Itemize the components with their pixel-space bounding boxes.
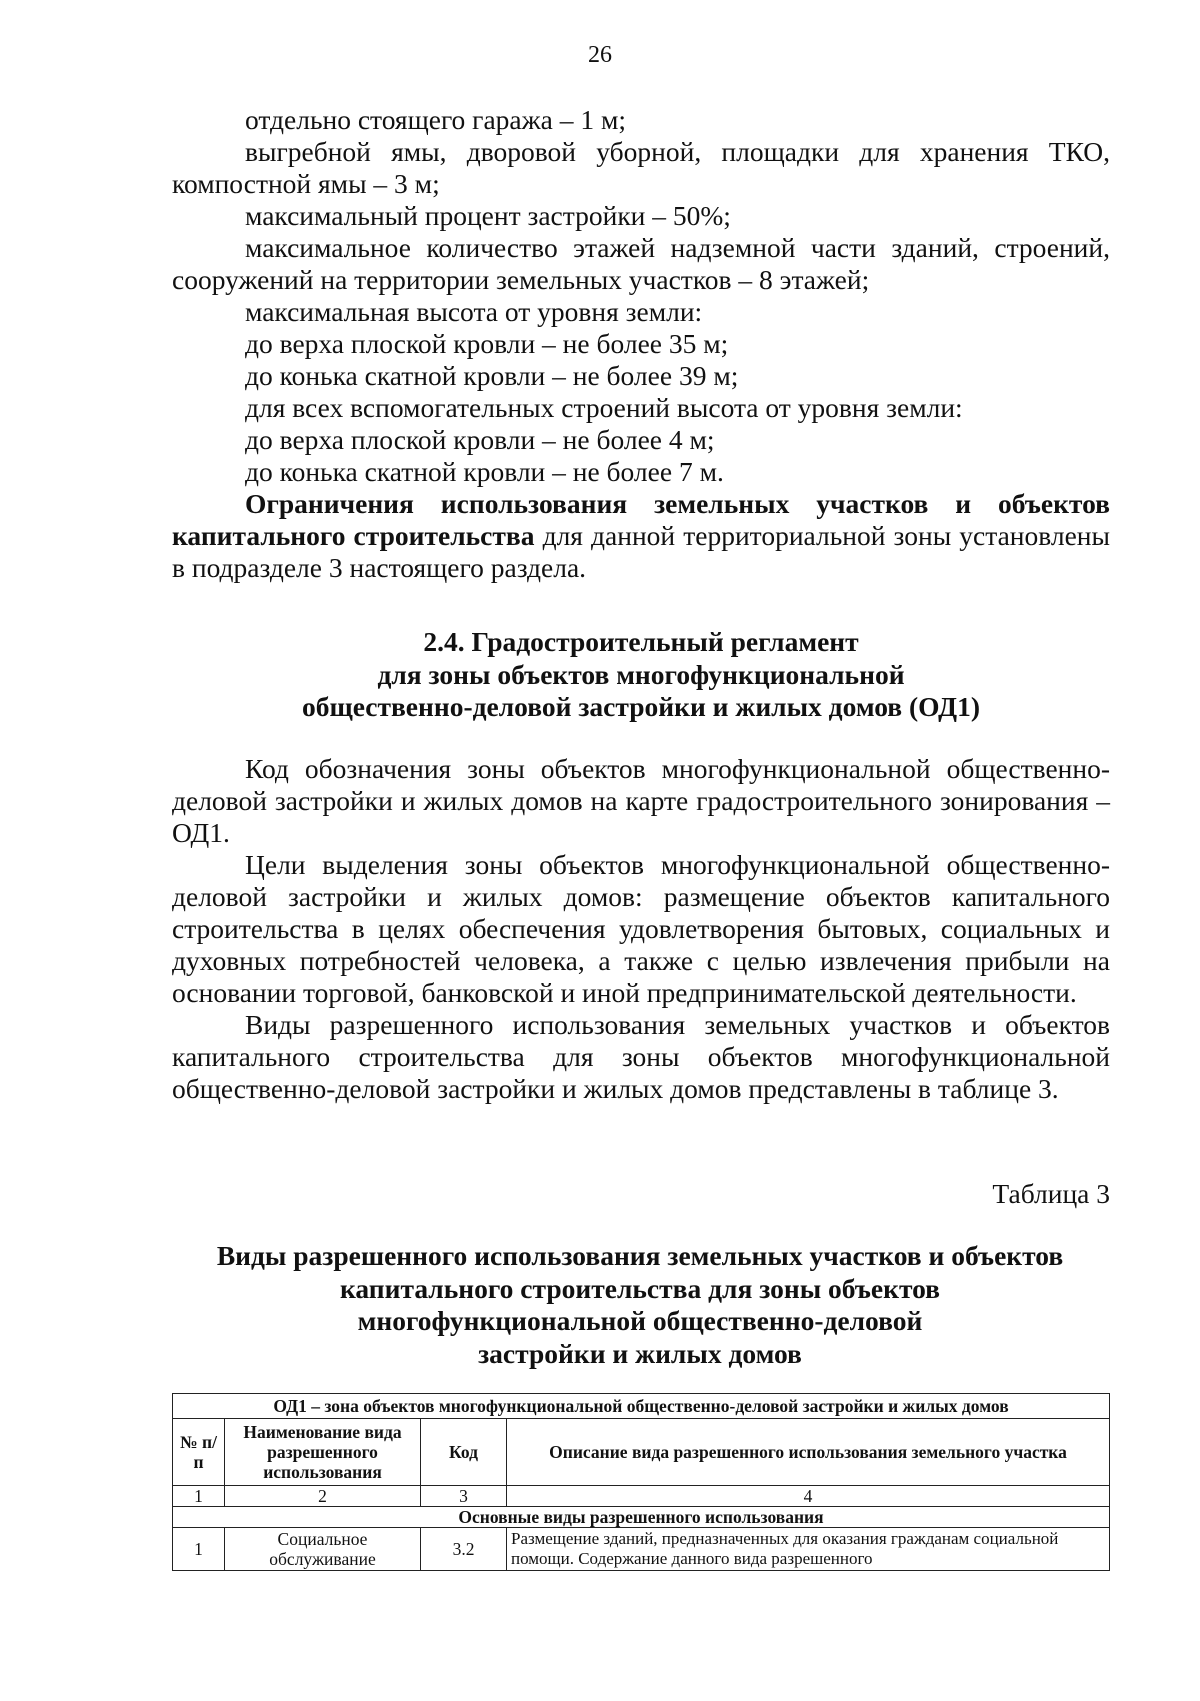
- table-title-line: застройки и жилых домов: [478, 1337, 802, 1369]
- body-paragraphs: [172, 753, 1110, 1105]
- intro-line: до верха плоской кровли – не более 4 м;: [245, 424, 715, 455]
- section-title: [172, 626, 1110, 724]
- row-num: 1: [173, 1528, 225, 1571]
- table-title-line: многофункциональной общественно-деловой: [357, 1305, 923, 1336]
- table-title-line: Виды разрешенного использования земельных участков и объектов: [216, 1240, 1064, 1271]
- row-name: Социальное обслуживание: [225, 1528, 421, 1571]
- header-num: № п/п: [173, 1419, 225, 1486]
- code-paragraph: Код обозначения зоны объектов многофункциональной общественно-деловой застройки и жилых домов на карте градостроительного зонирования – ОД1.: [172, 753, 1110, 848]
- permitted-uses-table: [172, 1393, 1110, 1571]
- header-code: Код: [421, 1419, 507, 1486]
- index-cell: 4: [507, 1486, 1110, 1507]
- restrictions-text: для данной территориальной зоны установлены в подразделе 3 настоящего раздела.: [172, 520, 1110, 583]
- index-cell: 2: [225, 1486, 421, 1507]
- intro-block: [172, 104, 1110, 584]
- table-title-line: капитального строительства для зоны объектов: [339, 1272, 941, 1304]
- table-group-row: [173, 1507, 1110, 1528]
- group-header-cell: Основные виды разрешенного использования: [173, 1507, 1110, 1528]
- intro-line: максимальный процент застройки – 50%;: [245, 200, 731, 231]
- section-title-line: для зоны объектов многофункциональной: [377, 658, 905, 690]
- types-paragraph: Виды разрешенного использования земельных участков и объектов капитального строительства для зоны объектов многофункциональной общественно-деловой застройки и жилых домов представлены в таблице 3.: [172, 1009, 1110, 1104]
- section-title-line: общественно-деловой застройки и жилых домов (ОД1): [301, 691, 980, 722]
- goals-paragraph: Цели выделения зоны объектов многофункциональной общественно-деловой застройки и жилых домов: размещение объектов капитального строительства в целях обеспечения удовлетворения бытовых, социальных и духовных потребностей человека, а также с целью извлечения прибыли на основании торговой, банковской и иной предпринимательской деятельности.: [172, 849, 1110, 1008]
- intro-line: до конька скатной кровли – не более 39 м;: [245, 360, 739, 391]
- restrictions-paragraph: [172, 488, 1110, 584]
- table-index-row: [173, 1486, 1110, 1507]
- intro-line: максимальное количество этажей надземной части зданий, строений, сооружений на территории земельных участков – 8 этажей;: [172, 232, 1110, 295]
- intro-line: для всех вспомогательных строений высота от уровня земли:: [245, 392, 963, 423]
- intro-line: до верха плоской кровли – не более 35 м;: [245, 328, 729, 359]
- index-cell: 3: [421, 1486, 507, 1507]
- index-cell: 1: [173, 1486, 225, 1507]
- table-zone-row: [173, 1394, 1110, 1419]
- intro-line: выгребной ямы, дворовой уборной, площадки для хранения ТКО, компостной ямы – 3 м;: [172, 136, 1110, 199]
- header-name: Наименование вида разрешенного использования: [225, 1419, 421, 1486]
- table-header-row: [173, 1419, 1110, 1486]
- zone-header-cell: ОД1 – зона объектов многофункциональной общественно-деловой застройки и жилых домов: [173, 1394, 1110, 1419]
- table-title: [150, 1240, 1130, 1370]
- section-title-line: 2.4. Градостроительный регламент: [423, 626, 859, 657]
- page-number: 26: [588, 42, 612, 68]
- intro-line: максимальная высота от уровня земли:: [245, 296, 703, 327]
- table-row: [173, 1528, 1110, 1571]
- intro-line: до конька скатной кровли – не более 7 м.: [245, 456, 724, 487]
- intro-line: отдельно стоящего гаража – 1 м;: [245, 104, 626, 135]
- restrictions-bold: Ограничения использования земельных участков и объектов капитального строительства: [172, 488, 1110, 551]
- header-desc: Описание вида разрешенного использования земельного участка: [507, 1419, 1110, 1486]
- table-label: Таблица 3: [992, 1178, 1110, 1209]
- row-desc: Размещение зданий, предназначенных для оказания гражданам социальной помощи. Содержание данного вида разрешенного: [507, 1528, 1110, 1571]
- row-code: 3.2: [421, 1528, 507, 1571]
